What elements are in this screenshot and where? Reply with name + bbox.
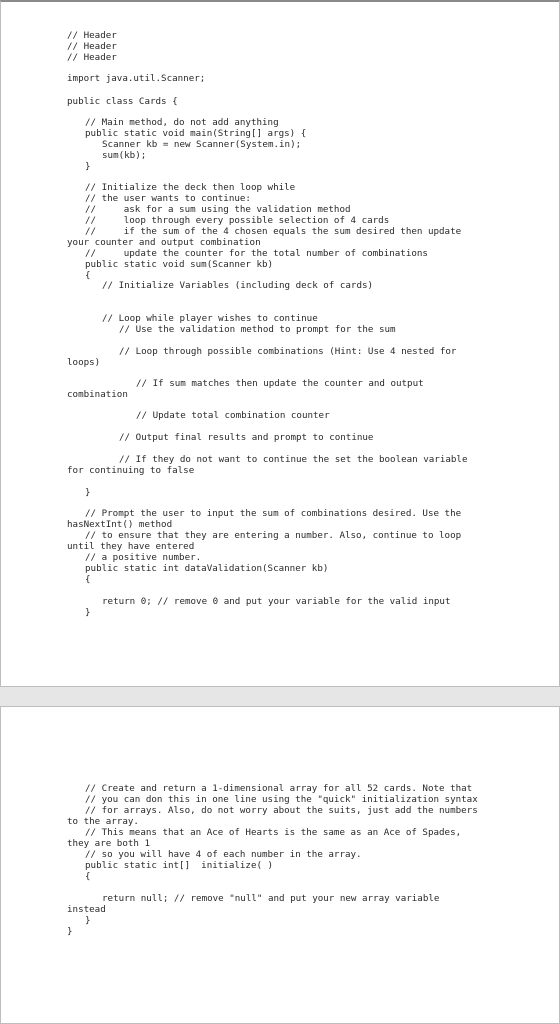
code-line: // Update total combination counter (136, 410, 330, 421)
code-line: sum(kb); (102, 150, 147, 161)
code-line: // Header (67, 41, 117, 52)
code-line: // update the counter for the total number of combinations (85, 248, 428, 259)
code-line: // Use the validation method to prompt for the sum (119, 324, 396, 335)
code-line: for continuing to false (67, 465, 195, 476)
code-line: // if the sum of the 4 chosen equals the sum desired then update (85, 226, 462, 237)
code-line: } (85, 487, 91, 498)
code-line: // This means that an Ace of Hearts is the same as an Ace of Spades, (85, 827, 462, 838)
code-line: // ask for a sum using the validation method (85, 204, 351, 215)
code-line: loops) (67, 357, 101, 368)
code-line: public static void main(String[] args) { (85, 128, 307, 139)
code-line: { (85, 871, 91, 882)
code-line: } (85, 161, 91, 172)
code-line: return 0; // remove 0 and put your variable for the valid input (102, 596, 451, 607)
code-line: // Create and return a 1-dimensional array for all 52 cards. Note that (85, 783, 473, 794)
code-line: // Header (67, 52, 117, 63)
code-line: // Loop while player wishes to continue (102, 313, 318, 324)
code-line: // Loop through possible combinations (Hint: Use 4 nested for (119, 346, 457, 357)
code-line: public class Cards { (67, 96, 178, 107)
code-line: // Output final results and prompt to continue (119, 432, 374, 443)
code-line: public static int[] initialize( ) (85, 860, 274, 871)
code-line: your counter and output combination (67, 237, 261, 248)
code-line: // loop through every possible selection of 4 cards (85, 215, 390, 226)
code-line: instead (67, 904, 106, 915)
code-line: import java.util.Scanner; (67, 73, 206, 84)
code-line: Scanner kb = new Scanner(System.in); (102, 139, 302, 150)
code-line: { (85, 574, 91, 585)
code-line: until they have entered (67, 541, 195, 552)
code-line: // you can don this in one line using the "quick" initialization syntax (85, 794, 478, 805)
code-line: // for arrays. Also, do not worry about the suits, just add the numbers (85, 805, 478, 816)
code-line: public static int dataValidation(Scanner kb) (85, 563, 329, 574)
code-line: // Prompt the user to input the sum of combinations desired. Use the (85, 508, 462, 519)
code-line: // If they do not want to continue the set the boolean variable (119, 454, 468, 465)
code-line: // so you will have 4 of each number in the array. (85, 849, 362, 860)
code-line: // the user wants to continue: (85, 193, 251, 204)
code-line: // Header (67, 30, 117, 41)
code-line: they are both 1 (67, 838, 150, 849)
code-line: // a positive number. (85, 552, 202, 563)
code-line: } (67, 926, 73, 937)
code-line: } (85, 915, 91, 926)
code-line: combination (67, 389, 128, 400)
document-page-2 (0, 706, 560, 1024)
code-line: } (85, 607, 91, 618)
code-line: // If sum matches then update the counter and output (136, 378, 424, 389)
code-line: return null; // remove "null" and put your new array variable (102, 893, 440, 904)
code-line: to the array. (67, 816, 139, 827)
code-line: // Main method, do not add anything (85, 117, 279, 128)
code-line: // to ensure that they are entering a number. Also, continue to loop (85, 530, 462, 541)
code-line: // Initialize the deck then loop while (85, 182, 296, 193)
code-line: // Initialize Variables (including deck of cards) (102, 280, 374, 291)
code-line: { (85, 270, 91, 281)
code-line: hasNextInt() method (67, 519, 173, 530)
code-line: public static void sum(Scanner kb) (85, 259, 274, 270)
